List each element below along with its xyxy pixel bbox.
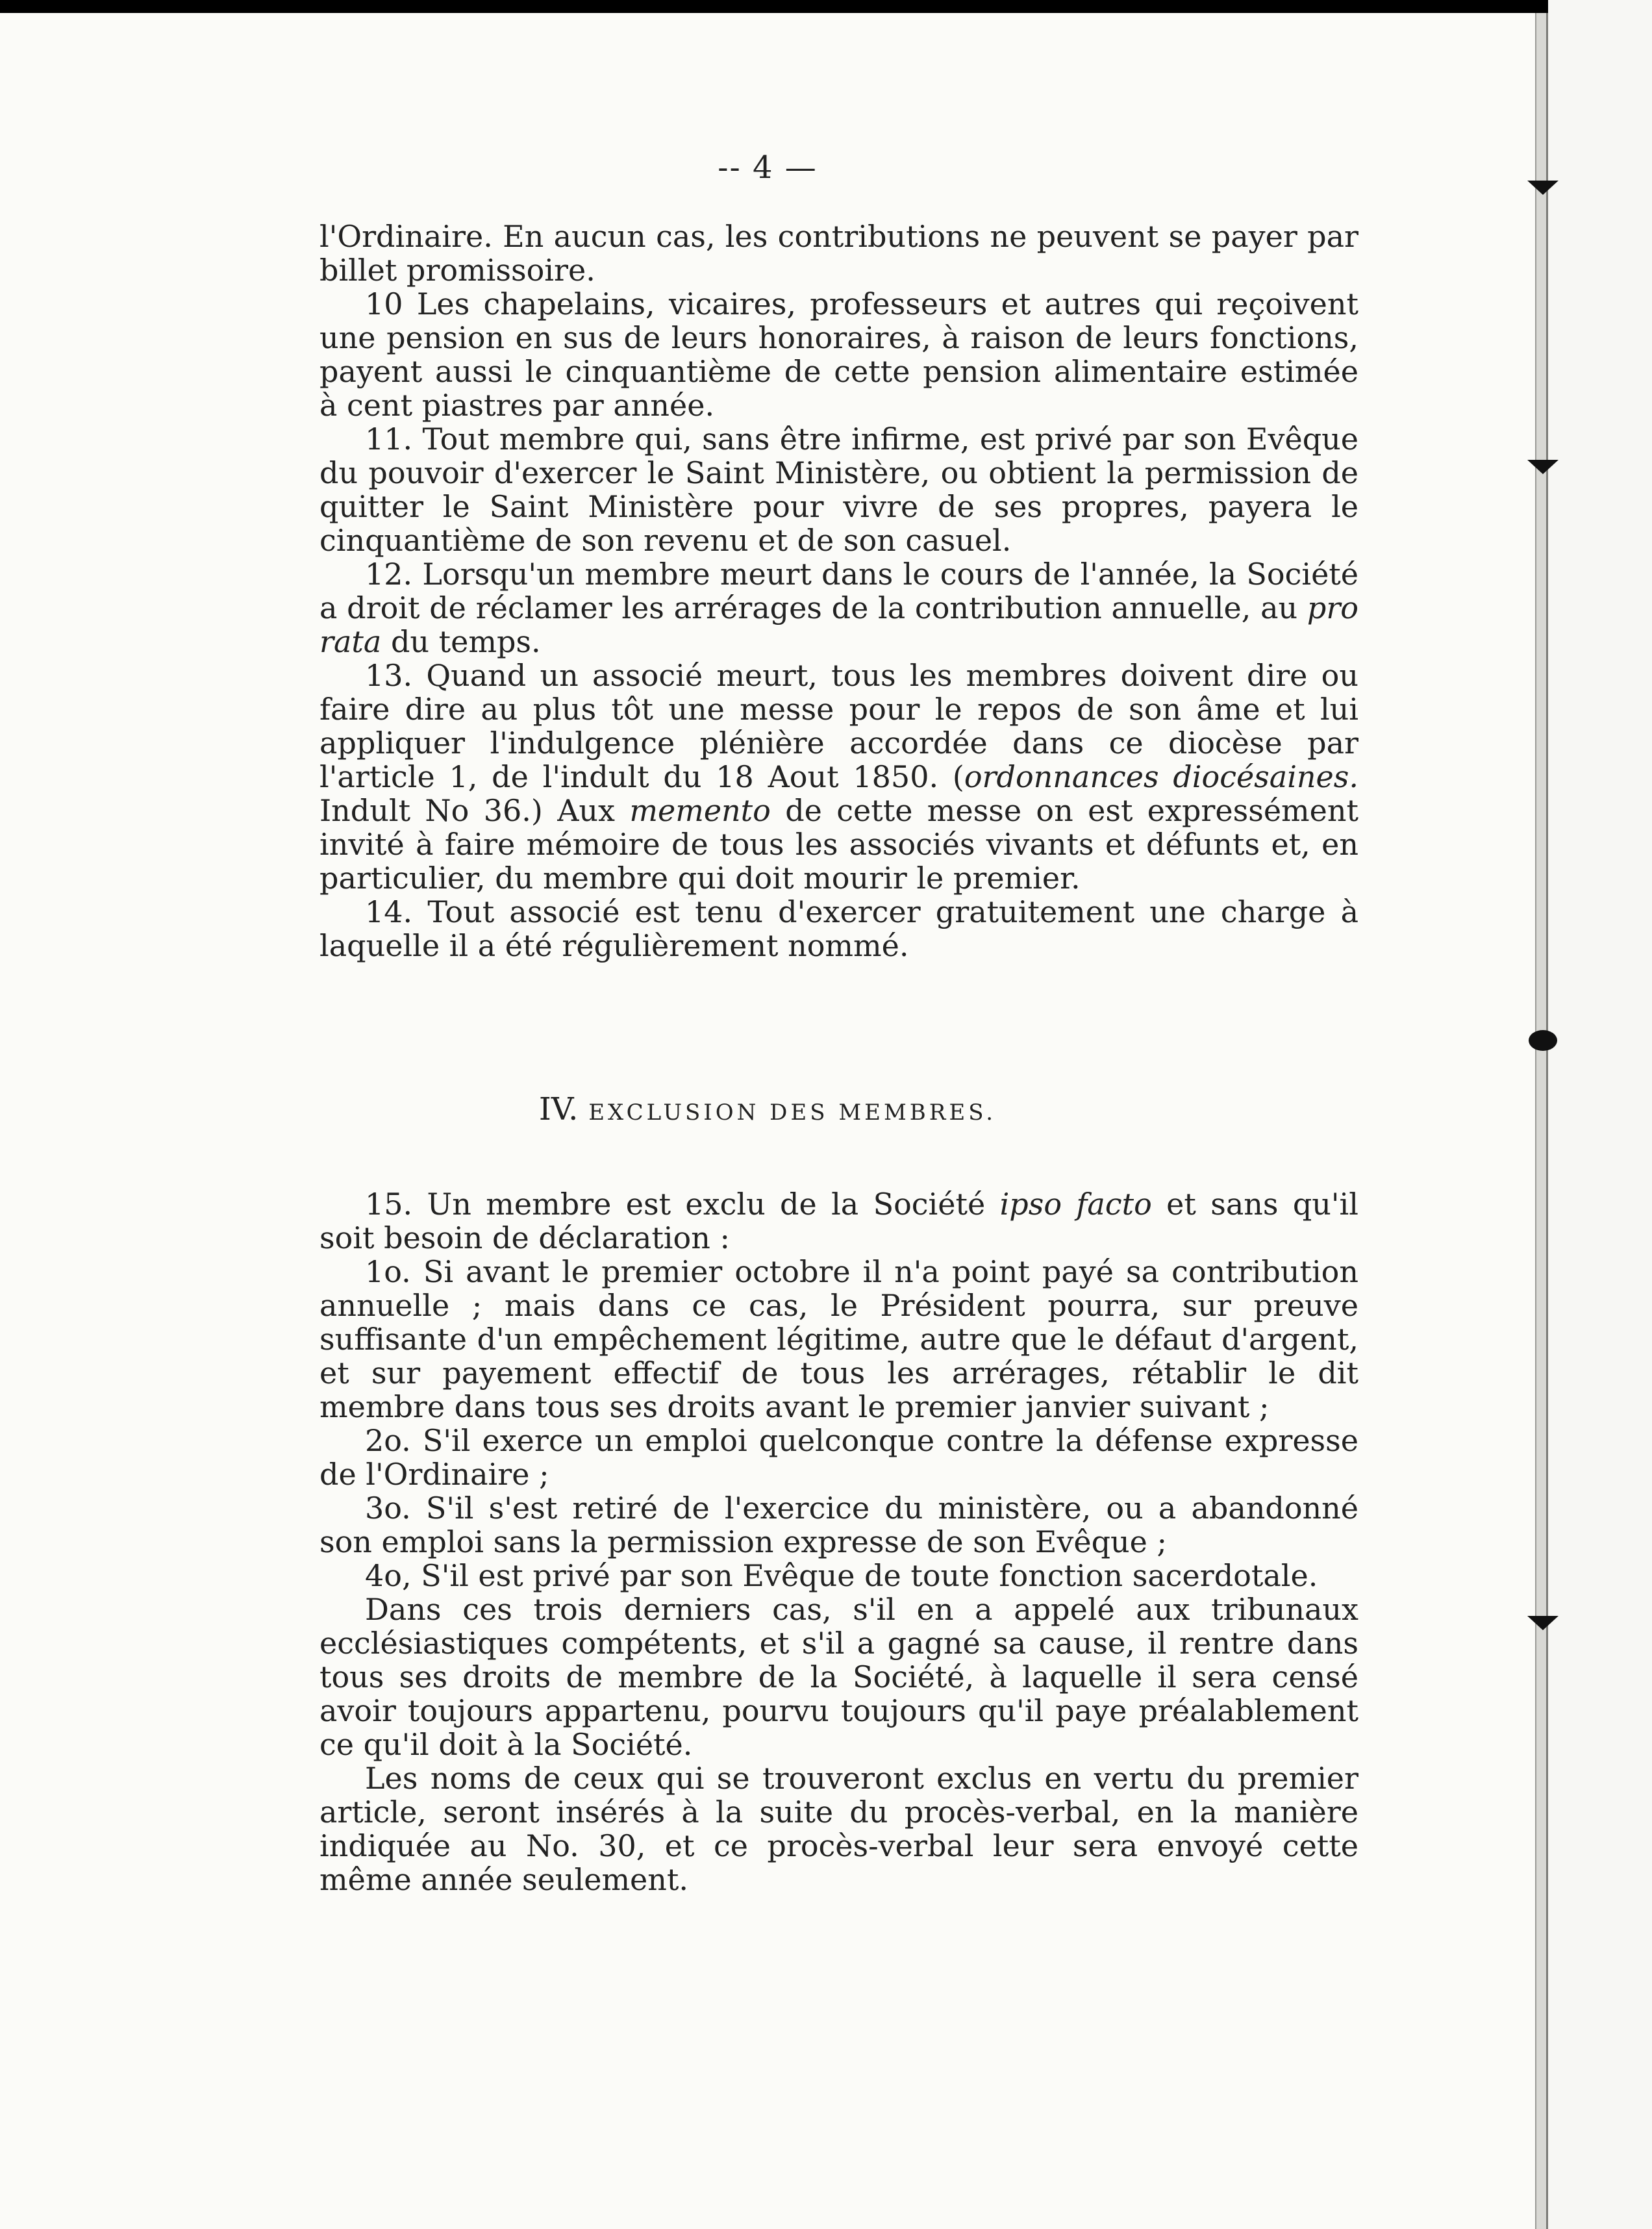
binding-stitch-icon xyxy=(1523,1027,1562,1053)
section-heading xyxy=(0,1091,1535,1127)
adjacent-page-edge xyxy=(1548,0,1652,2229)
paragraph: 11. Tout membre qui, sans être infirme, est privé par son Evêque du pouvoir d'exercer le Saint Ministère, ou obtient la permission de quitter le Saint Ministère pour vivre de ses propres, payera le cinquantième de son revenu et de son casuel. xyxy=(319,422,1358,558)
binding-stitch-icon xyxy=(1523,1611,1562,1637)
document-page xyxy=(0,13,1535,2229)
paragraph: Dans ces trois derniers cas, s'il en a appelé aux tribunaux ecclésiastiques compétents, et s'il a gagné sa cause, il rentre dans tous ses droits de membre de la Société, à laquelle il sera censé avoir toujours appartenu, pourvu toujours qu'il paye préalablement ce qu'il doit à la Société. xyxy=(319,1592,1358,1762)
paragraph: 10 Les chapelains, vicaires, professeurs et autres qui reçoivent une pension en sus de leurs honoraires, à raison de leurs fonctions, payent aussi le cinquantième de cette pension alimentaire estimée à cent piastres par année. xyxy=(319,286,1358,423)
paragraph: 14. Tout associé est tenu d'exercer gratuitement une charge à laquelle il a été régulièrement nommé. xyxy=(319,894,1358,963)
paragraph: 13. Quand un associé meurt, tous les membres doivent dire ou faire dire au plus tôt une messe pour le repos de son âme et lui appliquer l'indulgence plénière accordée dans ce diocèse par l'article 1, de l'indult du 18 Aout 1850. (ordonnances diocésaines. Indult No 36.) Aux memento de cette messe on est expressément invité à faire mémoire de tous les associés vivants et défunts et, en particulier, du membre qui doit mourir le premier. xyxy=(319,658,1359,896)
paragraph: 3o. S'il s'est retiré de l'exercice du ministère, ou a abandonné son emploi sans la permission expresse de son Evêque ; xyxy=(319,1491,1358,1559)
paragraph: 12. Lorsqu'un membre meurt dans le cours de l'année, la Société a droit de réclamer les arrérages de la contribution annuelle, au pro rata du temps. xyxy=(319,557,1359,659)
section-title: EXCLUSION DES MEMBRES. xyxy=(588,1100,997,1126)
binding-stitch-icon xyxy=(1523,455,1562,481)
section-number: IV. xyxy=(538,1091,579,1127)
top-text-section xyxy=(319,220,1358,963)
paragraph: l'Ordinaire. En aucun cas, les contributions ne peuvent se payer par billet promissoire. xyxy=(319,219,1358,288)
italic-text: ordonnances diocésaines. xyxy=(964,759,1359,794)
italic-text: memento xyxy=(629,793,771,828)
page-number: -- 4 — xyxy=(718,149,818,186)
page-binding xyxy=(1535,13,1548,2229)
paragraph: 2o. S'il exerce un emploi quelconque contre la défense expresse de l'Ordinaire ; xyxy=(319,1423,1358,1492)
paragraph: 15. Un membre est exclu de la Société ipso facto et sans qu'il soit besoin de déclaration : xyxy=(319,1187,1358,1255)
paragraph: 1o. Si avant le premier octobre il n'a point payé sa contribution annuelle ; mais dans ce cas, le Président pourra, sur preuve suffisante d'un empêchement légitime, autre que le défaut d'argent, et sur payement effectif de tous les arrérages, rétablir le dit membre dans tous ses droits avant le premier janvier suivant ; xyxy=(319,1254,1358,1424)
paragraph: 4o, S'il est privé par son Evêque de toute fonction sacerdotale. xyxy=(365,1558,1318,1593)
italic-text: pro rata xyxy=(319,590,1359,659)
binding-stitch-icon xyxy=(1523,175,1562,201)
bottom-text-section xyxy=(319,1187,1358,1896)
paragraph: Les noms de ceux qui se trouveront exclus en vertu du premier article, seront insérés à la suite du procès-verbal, en la manière indiquée au No. 30, et ce procès-verbal leur sera envoyé cette même année seulement. xyxy=(319,1761,1358,1897)
italic-text: ipso facto xyxy=(999,1187,1152,1222)
